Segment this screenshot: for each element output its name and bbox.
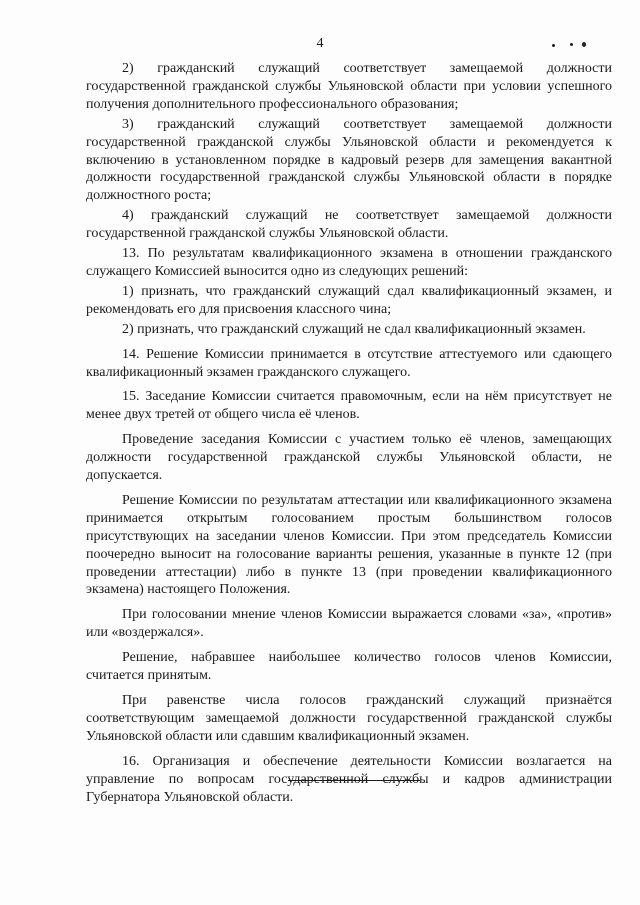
document-body (86, 60, 612, 808)
page-number: 4 (316, 36, 324, 51)
scan-marks (548, 38, 598, 50)
paragraph: 2) гражданский служащий соответствует замещаемой должности государственной гражданской службы Ульяновской области при условии успешного получения дополнительного профессионального образования; (86, 61, 612, 112)
paragraph: При голосовании мнение членов Комиссии выражается словами «за», «против» или «воздержался». (86, 607, 612, 641)
paragraph: 4) гражданский служащий не соответствует замещаемой должности государственной гражданской службы Ульяновской области. (86, 208, 612, 242)
paragraph: 3) гражданский служащий соответствует замещаемой должности государственной гражданской службы Ульяновской области и рекомендуется к включению в установленном порядке в кадровый резерв для замещения вакантной должности государственной гражданской службы Ульяновской области в порядке должностного роста; (86, 116, 612, 204)
paragraph: Решение Комиссии по результатам аттестации или квалификационного экзамена принимается открытым голосованием простым большинством голосов присутствующих на заседании членов Комиссии. При этом председатель Комиссии поочередно выносит на голосование варианты решения, указанные в пункте 12 (при проведении аттестации) либо в пункте 13 (при проведении квалификационного экзамена) настоящего Положения. (86, 492, 612, 598)
paragraph: Проведение заседания Комиссии с участием только её членов, замещающих должности государственной гражданской службы Ульяновской области, не допускается. (86, 432, 612, 484)
paragraph: 14. Решение Комиссии принимается в отсутствие аттестуемого или сдающего квалификационный экзамен гражданского служащего. (86, 346, 612, 380)
paragraph: При равенстве числа голосов гражданский служащий признаётся соответствующим замещаемой должности государственной гражданской службы Ульяновской области или сдавшим квалификационный экзамен. (86, 693, 612, 744)
paragraph: 15. Заседание Комиссии считается правомочным, если на нём присутствует не менее двух третей от общего числа её членов. (86, 389, 612, 423)
paragraph: 13. По результатам квалификационного экзамена в отношении гражданского служащего Комиссией выносится одно из следующих решений: (86, 246, 612, 279)
paragraph: 16. Организация и обеспечение деятельности Комиссии возлагается на управление по вопросам государственной службы и кадров администрации Губернатора Ульяновской области. (86, 753, 612, 805)
closing-divider-line (288, 780, 420, 781)
paragraph: Решение, набравшее наибольшее количество голосов членов Комиссии, считается принятым. (86, 650, 612, 684)
paragraph: 1) признать, что гражданский служащий сдал квалификационный экзамен, и рекомендовать его для присвоения классного чина; (86, 283, 612, 317)
paragraph: 2) признать, что гражданский служащий не сдал квалификационный экзамен. (122, 321, 586, 337)
